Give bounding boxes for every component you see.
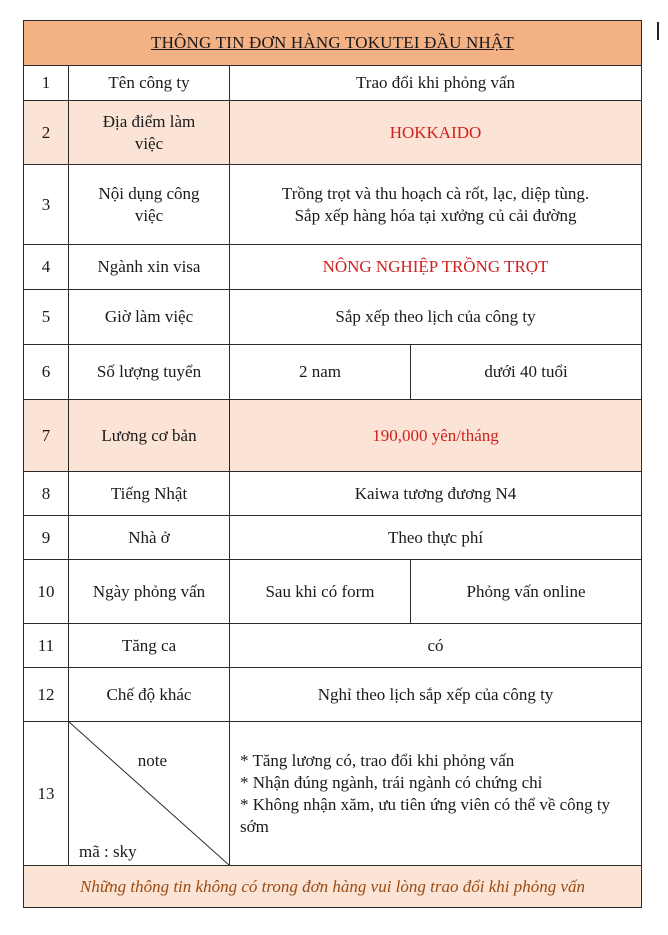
row-company [24, 66, 642, 101]
row-visa [24, 245, 642, 290]
company-label: Tên công ty [69, 66, 230, 101]
visa-label: Ngành xin visa [69, 245, 230, 290]
location-label-line-2: việc [134, 133, 164, 153]
row-interview [24, 560, 642, 624]
row-number: 2 [24, 101, 69, 165]
hours-value: Sắp xếp theo lịch của công ty [230, 290, 642, 345]
row-japanese [24, 472, 642, 516]
row-location [24, 101, 642, 165]
job-content-label-line-1: Nội dụng công [98, 183, 200, 203]
job-content-line-2: Sắp xếp hàng hóa tại xưởng củ cải đường [294, 205, 577, 225]
edge-mark [657, 22, 659, 40]
job-content-label-line-2: việc [134, 205, 164, 225]
housing-label: Nhà ở [69, 516, 230, 560]
note-item: * Tăng lương có, trao đổi khi phỏng vấn [240, 750, 515, 770]
row-number: 4 [24, 245, 69, 290]
interview-date-value: Sau khi có form [230, 560, 411, 624]
visa-value: NÔNG NGHIỆP TRỒNG TRỌT [230, 245, 642, 290]
notes-list [230, 722, 642, 866]
note-label: note [137, 751, 167, 770]
row-number: 7 [24, 400, 69, 472]
overtime-value: có [230, 624, 642, 668]
row-job-content [24, 165, 642, 245]
other-policy-value: Nghỉ theo lịch sắp xếp của công ty [230, 668, 642, 722]
company-value: Trao đổi khi phỏng vấn [230, 66, 642, 101]
row-number: 10 [24, 560, 69, 624]
location-label [69, 101, 230, 165]
row-number: 5 [24, 290, 69, 345]
row-overtime [24, 624, 642, 668]
overtime-label: Tăng ca [69, 624, 230, 668]
row-number: 13 [24, 722, 69, 866]
job-content-label [69, 165, 230, 245]
japanese-label: Tiếng Nhật [69, 472, 230, 516]
interview-label: Ngày phỏng vấn [69, 560, 230, 624]
row-number: 11 [24, 624, 69, 668]
row-number: 1 [24, 66, 69, 101]
row-hours [24, 290, 642, 345]
location-value: HOKKAIDO [230, 101, 642, 165]
japanese-value: Kaiwa tương đương N4 [230, 472, 642, 516]
row-other-policy [24, 668, 642, 722]
row-housing [24, 516, 642, 560]
footer-row [24, 866, 642, 908]
quantity-value: 2 nam [230, 345, 411, 400]
location-label-line-1: Địa điểm làm [102, 111, 196, 131]
quantity-label: Số lượng tuyển [69, 345, 230, 400]
row-quantity [24, 345, 642, 400]
note-diagonal-cell [69, 722, 230, 866]
housing-value: Theo thực phí [230, 516, 642, 560]
table-title: THÔNG TIN ĐƠN HÀNG TOKUTEI ĐẦU NHẬT [24, 21, 642, 66]
note-item: * Nhận đúng ngành, trái ngành có chứng chỉ [240, 772, 543, 792]
salary-label: Lương cơ bản [69, 400, 230, 472]
row-number: 9 [24, 516, 69, 560]
salary-value: 190,000 yên/tháng [230, 400, 642, 472]
title-row [24, 21, 642, 66]
row-number: 6 [24, 345, 69, 400]
age-value: dưới 40 tuổi [411, 345, 642, 400]
row-number: 3 [24, 165, 69, 245]
footer-note: Những thông tin không có trong đơn hàng vui lòng trao đổi khi phỏng vấn [24, 866, 642, 908]
note-item: * Không nhận xăm, ưu tiên ứng viên có thể về công ty sớm [240, 794, 611, 836]
job-content-value [230, 165, 642, 245]
job-content-line-1: Trồng trọt và thu hoạch cà rốt, lạc, diệp tùng. [281, 183, 590, 203]
hours-label: Giờ làm việc [69, 290, 230, 345]
other-policy-label: Chế độ khác [69, 668, 230, 722]
interview-method-value: Phỏng vấn online [411, 560, 642, 624]
code-label: mã : sky [79, 842, 137, 861]
row-notes [24, 722, 642, 866]
row-number: 8 [24, 472, 69, 516]
row-number: 12 [24, 668, 69, 722]
order-info-table [23, 20, 642, 908]
row-salary [24, 400, 642, 472]
